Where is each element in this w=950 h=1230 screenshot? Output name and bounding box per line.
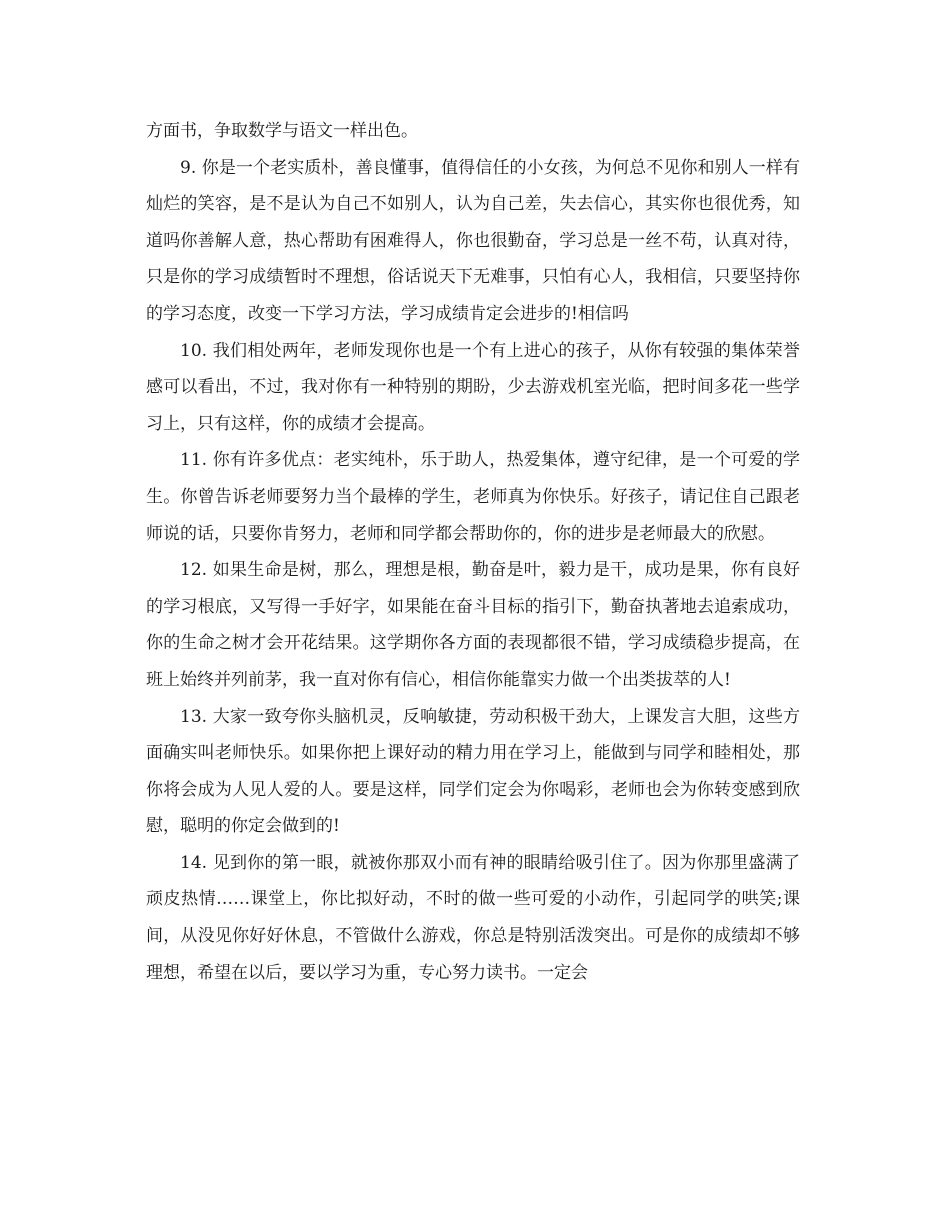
comment-paragraph-14: 14. 见到你的第一眼，就被你那双小而有神的眼睛给吸引住了。因为你那里盛满了顽皮热情……课堂上，你比拟好动，不时的做一些可爱的小动作，引起同学的哄笑;课间，从没见你好好休息，不管做什么游戏，你总是特别活泼突出。可是你的成绩却不够理想，希望在以后，要以学习为重，专心努力读书。一定会	[146, 852, 800, 983]
comment-paragraph-11: 11. 你有许多优点：老实纯朴，乐于助人，热爱集体，遵守纪律，是一个可爱的学生。你曾告诉老师要努力当个最棒的学生，老师真为你快乐。好孩子，请记住自己跟老师说的话，只要你肯努力，老师和同学都会帮助你的，你的进步是老师最大的欣慰。	[146, 450, 800, 544]
comment-paragraph-9: 9. 你是一个老实质朴，善良懂事，值得信任的小女孩，为何总不见你和别人一样有灿烂的笑容，是不是认为自己不如别人，认为自己差，失去信心，其实你也很优秀，知道吗你善解人意，热心帮助有困难得人，你也很勤奋，学习总是一丝不苟，认真对待，只是你的学习成绩暂时不理想，俗话说天下无难事，只怕有心人，我相信，只要坚持你的学习态度，改变一下学习方法，学习成绩肯定会进步的!相信吗	[146, 157, 800, 324]
paragraph-continuation: 方面书，争取数学与语文一样出色。	[146, 121, 418, 141]
comment-paragraph-13: 13. 大家一致夸你头脑机灵，反响敏捷，劳动积极干劲大，上课发言大胆，这些方面确实叫老师快乐。如果你把上课好动的精力用在学习上，能做到与同学和睦相处，那你将会成为人见人爱的人。要是这样，同学们定会为你喝彩，老师也会为你转变感到欣慰，聪明的你定会做到的!	[146, 706, 800, 837]
comment-paragraph-10: 10. 我们相处两年，老师发现你也是一个有上进心的孩子，从你有较强的集体荣誉感可以看出，不过，我对你有一种特别的期盼，少去游戏机室光临，把时间多花一些学习上，只有这样，你的成绩才会提高。	[146, 340, 800, 434]
document-body	[146, 113, 800, 991]
comment-paragraph-12: 12. 如果生命是树，那么，理想是根，勤奋是叶，毅力是干，成功是果，你有良好的学习根底，又写得一手好字，如果能在奋斗目标的指引下，勤奋执著地去追索成功，你的生命之树才会开花结果。这学期你各方面的表现都很不错，学习成绩稳步提高，在班上始终并列前茅，我一直对你有信心，相信你能靠实力做一个出类拔萃的人!	[146, 560, 800, 690]
